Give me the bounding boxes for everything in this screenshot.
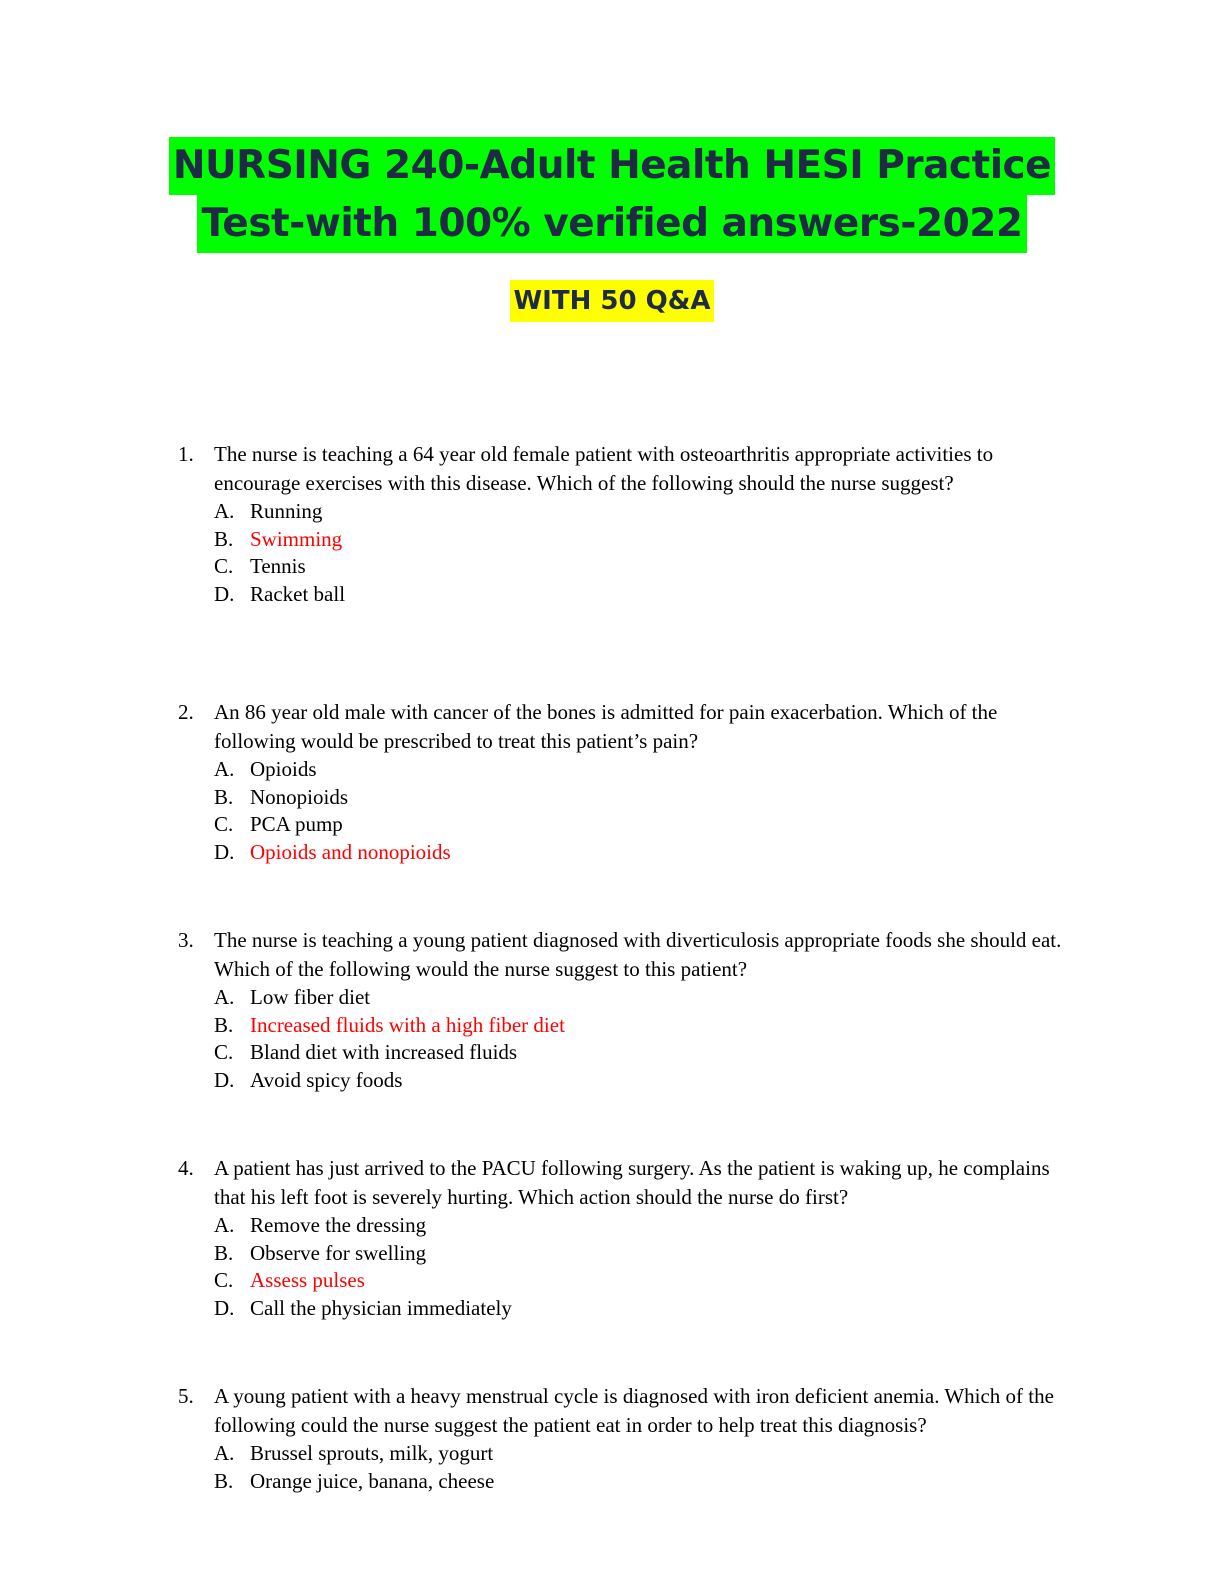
option-a	[214, 756, 1078, 784]
question-text: The nurse is teaching a young patient diagnosed with diverticulosis appropriate foods she should eat. Which of the following would the nurse suggest to this patient?	[214, 928, 1062, 981]
option-a	[214, 1440, 1078, 1468]
question-text: A young patient with a heavy menstrual cycle is diagnosed with iron deficient anemia. Which of the following could the nurse suggest the patient eat in order to help treat this diagnosis?	[214, 1384, 1054, 1437]
option-text: Nonopioids	[250, 784, 349, 809]
question-5	[178, 1382, 1078, 1495]
option-text: Swimming	[250, 526, 343, 551]
option-text: Call the physician immediately	[250, 1295, 512, 1320]
question-text: An 86 year old male with cancer of the bones is admitted for pain exacerbation. Which of the following would be prescribed to treat this patient’s pain?	[214, 700, 998, 753]
option-letter: A.	[214, 1213, 235, 1237]
option-a	[214, 498, 1078, 526]
option-b	[214, 1240, 1078, 1268]
option-text: Bland diet with increased fluids	[250, 1040, 518, 1064]
option-d	[214, 581, 1078, 609]
option-text: PCA pump	[250, 812, 343, 836]
option-text: Assess pulses	[250, 1268, 365, 1292]
option-letter: B.	[214, 526, 234, 551]
option-b-correct-answer	[214, 526, 1078, 554]
option-letter: A.	[214, 757, 235, 781]
title-line-1: NURSING 240-Adult Health HESI Practice	[169, 137, 1055, 195]
option-letter: C.	[214, 812, 234, 836]
option-d	[214, 1295, 1078, 1323]
question-4	[178, 1154, 1078, 1322]
option-list	[214, 1440, 1078, 1495]
question-number: 4.	[178, 1156, 194, 1180]
option-letter: C.	[214, 554, 234, 578]
option-text: Brussel sprouts, milk, yogurt	[250, 1441, 494, 1465]
question-1	[178, 440, 1078, 608]
option-letter: C.	[214, 1268, 234, 1292]
option-d	[214, 1067, 1078, 1095]
question-text: The nurse is teaching a 64 year old female patient with osteoarthritis appropriate activities to encourage exercises with this disease. Which of the following should the nurse suggest?	[214, 442, 994, 495]
subtitle-text: WITH 50 Q&A	[510, 280, 713, 322]
question-number: 2.	[178, 700, 194, 724]
option-b	[214, 784, 1078, 812]
option-letter: A.	[214, 985, 235, 1009]
option-list	[214, 498, 1078, 608]
option-letter: D.	[214, 1067, 235, 1092]
option-letter: B.	[214, 1468, 234, 1493]
option-a	[214, 1212, 1078, 1240]
question-number: 1.	[178, 442, 194, 466]
option-text: Low fiber diet	[250, 985, 371, 1009]
option-text: Orange juice, banana, cheese	[250, 1468, 495, 1493]
question-number: 5.	[178, 1384, 194, 1408]
option-list	[214, 756, 1078, 866]
option-list	[214, 1212, 1078, 1322]
option-b	[214, 1468, 1078, 1496]
option-text: Avoid spicy foods	[250, 1067, 403, 1092]
option-text: Opioids and nonopioids	[250, 839, 451, 864]
option-text: Increased fluids with a high fiber diet	[250, 1012, 565, 1037]
question-3	[178, 926, 1078, 1094]
option-c	[214, 553, 1078, 581]
option-a	[214, 984, 1078, 1012]
option-d-correct-answer	[214, 839, 1078, 867]
option-text: Racket ball	[250, 581, 346, 606]
option-text: Observe for swelling	[250, 1240, 427, 1265]
document-title	[0, 137, 1224, 253]
option-c	[214, 1039, 1078, 1067]
option-letter: B.	[214, 784, 234, 809]
option-text: Remove the dressing	[250, 1213, 427, 1237]
option-letter: A.	[214, 499, 235, 523]
option-b-correct-answer	[214, 1012, 1078, 1040]
option-letter: A.	[214, 1441, 235, 1465]
option-text: Opioids	[250, 757, 317, 781]
option-c-correct-answer	[214, 1267, 1078, 1295]
title-line-2: Test-with 100% verified answers-2022	[197, 195, 1026, 253]
option-text: Running	[250, 499, 323, 523]
option-letter: D.	[214, 1295, 235, 1320]
option-letter: C.	[214, 1040, 234, 1064]
option-letter: B.	[214, 1012, 234, 1037]
option-letter: B.	[214, 1240, 234, 1265]
question-text: A patient has just arrived to the PACU following surgery. As the patient is waking up, he complains that his left foot is severely hurting. Which action should the nurse do first?	[214, 1156, 1050, 1209]
option-text: Tennis	[250, 554, 306, 578]
document-subtitle	[0, 280, 1224, 322]
option-c	[214, 811, 1078, 839]
question-2	[178, 698, 1078, 866]
option-letter: D.	[214, 839, 235, 864]
option-letter: D.	[214, 581, 235, 606]
question-number: 3.	[178, 928, 194, 952]
option-list	[214, 984, 1078, 1094]
